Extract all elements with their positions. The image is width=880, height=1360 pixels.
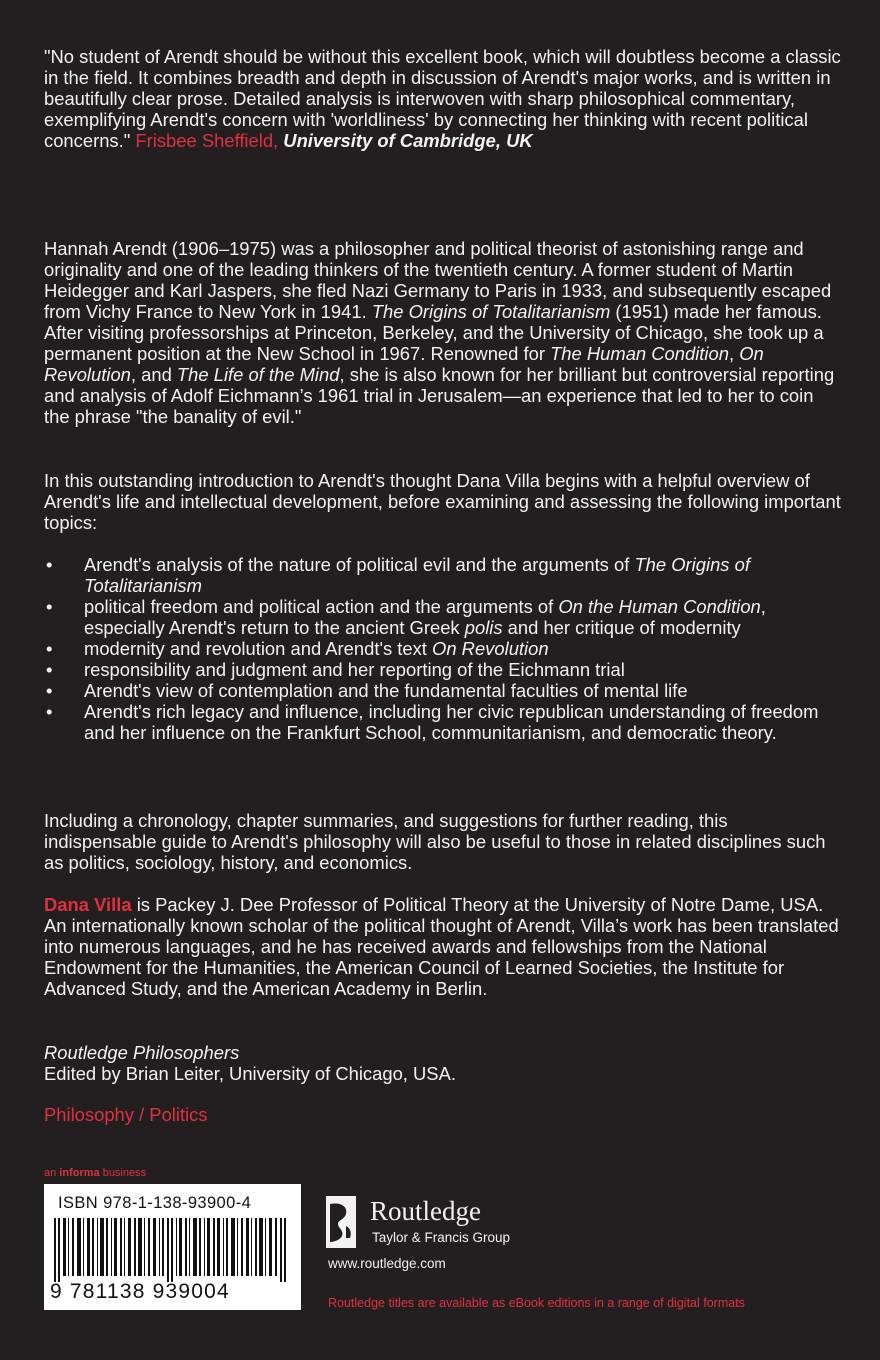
author-text: is Packey J. Dee Professor of Political Theory at the University of Notre Dame, USA. An internationally known scholar of the political thought of Arendt, Villa’s work has been translated into numerous languages, and he has received awards and fellowships from the National Endowment for the Humanities, the American Council of Learned Societies, the Institute for Advanced Study, and the American Academy in Berlin. [44, 894, 839, 999]
bullet: • [46, 638, 53, 659]
quote-text: "No student of Arendt should be without this excellent book, which will doubtless become a classic in the field. It combines breadth and depth in discussion of Arendt's major works, and is written in beautifully clear prose. Detailed analysis is interwoven with sharp philosophical commentary, exemplifying Arendt's concern with 'worldliness' by connecting her thinking with recent political concerns." [44, 46, 841, 151]
isbn-label: ISBN 978-1-138-93900-4 [58, 1194, 252, 1212]
topic-text: responsibility and judgment and her reporting of the Eichmann trial [84, 659, 625, 680]
topics-list [44, 554, 844, 743]
bio-text-1: Hannah Arendt (1906–1975) was a philosopher and political theorist of astonishing range and originality and one of the leading thinkers of the twentieth century. A former student of Martin Heidegger and Karl Jaspers, she fled Nazi Germany to Paris in 1933, and subsequently escaped from Vichy France to New York in 1941. [44, 238, 832, 322]
author-name: Dana Villa [44, 894, 132, 915]
bullet: • [46, 596, 53, 617]
bullet: • [46, 701, 53, 722]
ebook-note: Routledge titles are available as eBook editions in a range of digital formats [328, 1296, 745, 1310]
bio-text-2: (1951) made her famous. After visiting professorships at Princeton, Berkeley, and the University of Chicago, she took up a permanent position at the New School in 1967. Renowned for [44, 301, 824, 364]
barcode-icon [54, 1218, 286, 1282]
list-item [44, 596, 844, 638]
publisher-name: Routledge [370, 1196, 481, 1226]
list-item [44, 701, 844, 743]
list-item [44, 659, 844, 680]
bio-text-3: , [728, 343, 740, 364]
bullet: • [46, 659, 53, 680]
topic-term: polis [464, 617, 503, 638]
author-bio [44, 894, 844, 999]
bio-title-on-revolution: On Revolution [44, 343, 764, 385]
topic-title: On Revolution [432, 638, 549, 659]
routledge-logo-icon [326, 1196, 356, 1248]
list-item [44, 638, 844, 659]
series-name: Routledge Philosophers [44, 1042, 240, 1063]
informa-pre: an [44, 1167, 60, 1179]
quote-affiliation: University of Cambridge, UK [283, 130, 533, 151]
quote-author: Frisbee Sheffield, [135, 130, 279, 151]
bullet: • [46, 680, 53, 701]
barcode-panel [44, 1184, 301, 1310]
isbn-digits: 9 781138 939004 [50, 1280, 230, 1303]
series-info [44, 1042, 844, 1084]
topic-text: and her critique of modernity [502, 617, 741, 638]
bio-text-4: , and [130, 364, 177, 385]
bio-title-human-condition: The Human Condition [550, 343, 729, 364]
topic-text: Arendt's analysis of the nature of political evil and the arguments of [84, 554, 635, 575]
includes-paragraph: Including a chronology, chapter summaries, and suggestions for further reading, this indispensable guide to Arendt's philosophy will also be useful to those in related disciplines such as politics, sociology, history, and economics. [44, 810, 826, 873]
topic-text: political freedom and political action and the arguments of [84, 596, 559, 617]
topic-text: Arendt's rich legacy and influence, including her civic republican understanding of freedom and her influence on the Frankfurt School, communitarianism, and democratic theory. [84, 701, 819, 743]
informa-tagline [44, 1167, 146, 1179]
topic-title: The Origins of Totalitarianism [84, 554, 750, 596]
bio-title-life-of-mind: The Life of the Mind [176, 364, 340, 385]
list-item [44, 554, 844, 596]
arendt-biography [44, 238, 844, 427]
bullet: • [46, 554, 53, 575]
bio-title-origins: The Origins of Totalitarianism [371, 301, 611, 322]
topic-text: modernity and revolution and Arendt's text [84, 638, 433, 659]
informa-post: business [99, 1167, 147, 1179]
series-editor: Edited by Brian Leiter, University of Chicago, USA. [44, 1063, 456, 1084]
list-item [44, 680, 844, 701]
subject-category: Philosophy / Politics [44, 1104, 208, 1125]
topic-text: Arendt's view of contemplation and the fundamental faculties of mental life [84, 680, 688, 701]
bio-text-5: , she is also known for her brilliant but controversial reporting and analysis of Adolf Eichmann’s 1961 trial in Jerusalem—an experience that led to her to coin the phrase "the banality of evil." [44, 364, 835, 427]
publisher-url[interactable]: www.routledge.com [328, 1256, 446, 1271]
informa-brand: informa [59, 1167, 100, 1179]
topic-title: On the Human Condition [558, 596, 761, 617]
intro-paragraph: In this outstanding introduction to Arendt's thought Dana Villa begins with a helpful overview of Arendt's life and intellectual development, before examining and assessing the following important topics: [44, 470, 841, 533]
publisher-group: Taylor & Francis Group [372, 1230, 511, 1245]
topic-text: , especially Arendt's return to the ancient Greek [84, 596, 766, 638]
endorsement-quote [44, 46, 844, 151]
